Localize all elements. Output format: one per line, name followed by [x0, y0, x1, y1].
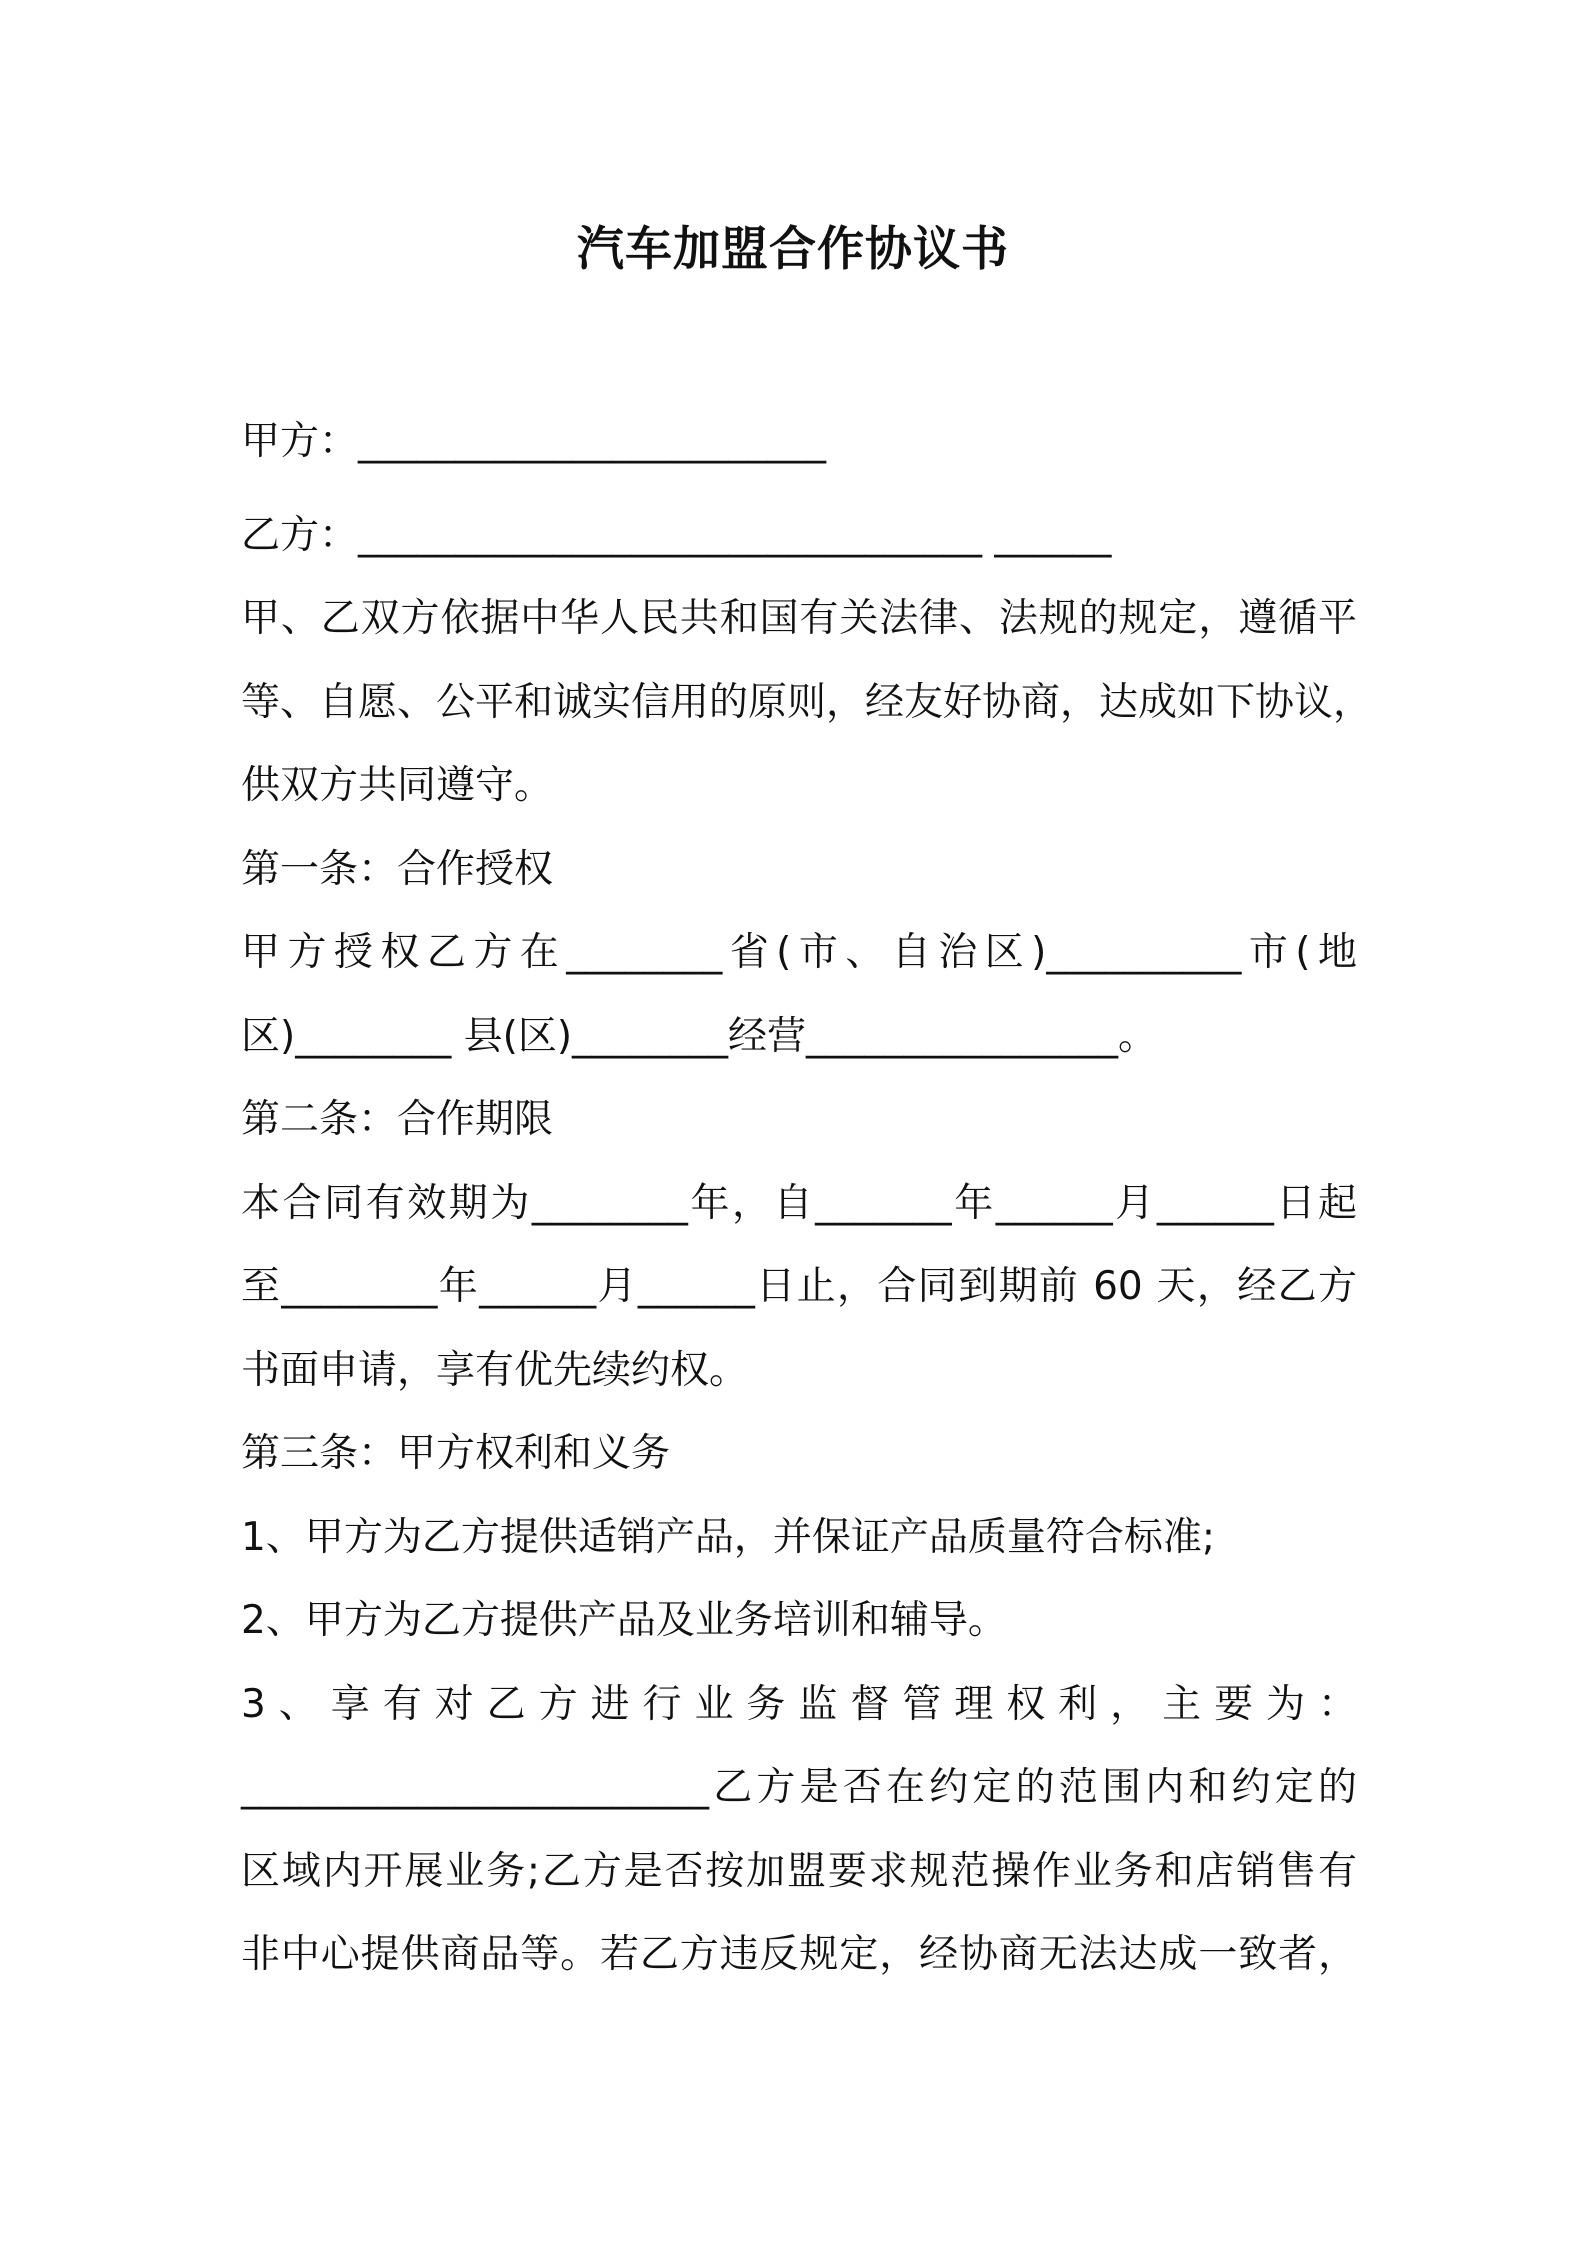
- article-2-line-2: 至________年______月______日止，合同到期前 60 天，经乙方: [241, 1264, 1357, 1309]
- article-2-line-1: 本合同有效期为________年，自_______年______月______日起: [241, 1180, 1357, 1226]
- article-2-heading: 第二条：合作期限: [241, 1097, 554, 1142]
- article-1-line-1: 甲方授权乙方在________省(市、自治区)__________市(地: [241, 930, 1357, 975]
- article-3-item-2: 2、甲方为乙方提供产品及业务培训和辅导。: [241, 1598, 1007, 1643]
- document-body: [241, 400, 1373, 1997]
- article-2-line-3: 书面申请，享有优先续约权。: [241, 1347, 749, 1393]
- party-b-line: 乙方：________________________________ ______: [241, 512, 1112, 558]
- article-3-item-1: 1、甲方为乙方提供适销产品，并保证产品质量符合标准;: [241, 1514, 1215, 1560]
- article-3-item-3: 3、享有对乙方进行业务监督管理权利，主要为：: [241, 1681, 1357, 1727]
- article-3-item-3-line-2: ________________________乙方是否在约定的范围内和约定的: [241, 1765, 1357, 1810]
- article-3-heading: 第三条：甲方权利和义务: [241, 1431, 671, 1476]
- article-3-item-3-line-3: 区域内开展业务;乙方是否按加盟要求规范操作业务和店销售有: [241, 1848, 1357, 1894]
- preamble-line-3: 供双方共同遵守。: [241, 763, 554, 808]
- document-title: 汽车加盟合作协议书: [577, 222, 1009, 277]
- article-3-item-3-line-4: 非中心提供商品等。若乙方违反规定，经协商无法达成一致者，: [241, 1932, 1357, 1977]
- preamble-line-2: 等、自愿、公平和诚实信用的原则，经友好协商，达成如下协议，: [241, 679, 1373, 725]
- preamble-line-1: 甲、乙双方依据中华人民共和国有关法律、法规的规定，遵循平: [241, 596, 1357, 641]
- article-1-heading: 第一条：合作授权: [241, 846, 554, 892]
- article-1-line-2: 区)________ 县(区)________经营________________。: [241, 1013, 1158, 1059]
- party-a-line: 甲方：________________________: [241, 419, 827, 464]
